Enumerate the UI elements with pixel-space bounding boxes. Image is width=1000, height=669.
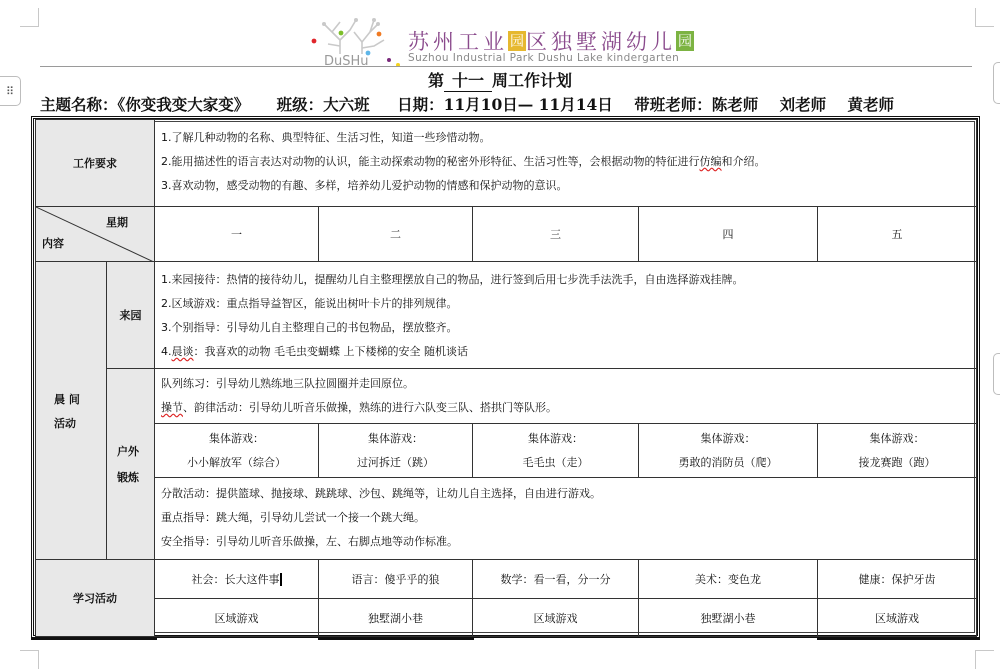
lesson-wed: 数学：看一看，分一分 [472, 559, 639, 599]
lesson-mon[interactable]: 社会：长大这件事 [154, 559, 319, 599]
table-border-segment [318, 637, 474, 640]
table-border-segment [31, 637, 157, 640]
page-corner-mark [20, 650, 39, 669]
date-range: 日期：11月10日— 11月14日 [397, 95, 613, 114]
requirement-item: 3.喜欢动物，感受动物的有趣、多样，培养幼儿爱护动物的情感和保护动物的意识。 [161, 179, 568, 192]
drill-list [154, 368, 977, 424]
free-play-item: 安全指导：引导幼儿听音乐做操，左、右脚点地等动作标准。 [161, 535, 458, 548]
day-header-fri: 五 [817, 206, 977, 262]
theme-name: 主题名称：《你变我变大家变》 [40, 95, 250, 114]
morning-activity-label: 晨 间 活动 [35, 261, 107, 560]
rhythm-item: 操节、韵律活动：引导幼儿听音乐做操，熟练的进行六队变三队、搭拱门等队形。 [161, 401, 557, 414]
table-border-segment [817, 637, 980, 640]
free-play-item: 分散活动：提供篮球、抛接球、跳跳球、沙包、跳绳等，让幼儿自主选择，自由进行游戏。 [161, 487, 601, 500]
lesson-fri: 健康：保护牙齿 [817, 559, 977, 599]
arrival-item: 3.个别指导：引导幼儿自主整理自己的书包物品，摆放整齐。 [161, 321, 458, 334]
arrival-list [154, 261, 977, 369]
page-corner-mark [20, 8, 39, 27]
area-activity-wed: 区域游戏 [472, 598, 639, 637]
lesson-thu: 美术：变色龙 [638, 559, 818, 599]
free-play-list [154, 477, 977, 560]
page-title: 第 十一 周工作计划 [0, 68, 1000, 92]
teacher-2: 刘老师 [779, 95, 827, 114]
requirements-list [154, 119, 977, 207]
tree-logo-icon [310, 10, 400, 66]
week-number: 十一 [444, 68, 492, 92]
teacher-1: 带班老师：陈老师 [634, 95, 759, 114]
lesson-tue: 语言：傻乎乎的狼 [318, 559, 473, 599]
group-game-wed: 集体游戏： 毛毛虫（走） [472, 423, 639, 478]
school-name-en: Suzhou Industrial Park Dushu Lake kindergarten [408, 52, 680, 64]
requirements-label: 工作要求 [35, 119, 155, 207]
requirement-item: 2.能用描述性的语言表达对动物的认识，能主动探索动物的秘密外形特征、生活习性等，会根据动物的特征进行仿编和介绍。 [161, 155, 766, 168]
requirement-item: 1.了解几种动物的名称、典型特征、生活习性，知道一些珍惜动物。 [161, 131, 491, 144]
drag-dots-icon: ⠿ [5, 84, 15, 98]
arrival-item: 1.来园接待：热情的接待幼儿，提醒幼儿自主整理摆放自己的物品，进行签到后用七步洗手法洗手，自由选择游戏挂牌。 [161, 273, 744, 286]
learning-activity-label: 学习活动 [35, 559, 155, 637]
arrival-item: 4.晨谈：我喜欢的动物 毛毛虫变蝴蝶 上下楼梯的安全 随机谈话 [161, 345, 468, 358]
day-header-mon: 一 [154, 206, 319, 262]
teacher-3: 黄老师 [847, 95, 895, 114]
free-play-item: 重点指导：跳大绳，引导幼儿尝试一个接一个跳大绳。 [161, 511, 425, 524]
side-panel-handle[interactable] [993, 353, 1000, 395]
area-activity-thu: 独墅湖小巷 [638, 598, 818, 637]
area-activity-tue: 独墅湖小巷 [318, 598, 473, 637]
group-game-mon: 集体游戏： 小小解放军（综合） [154, 423, 319, 478]
day-header-thu: 四 [638, 206, 818, 262]
page-corner-mark [975, 8, 994, 27]
header-divider [40, 66, 972, 67]
group-game-tue: 集体游戏： 过河拆迁（跳） [318, 423, 473, 478]
plan-meta [40, 93, 916, 115]
arrival-item: 2.区域游戏：重点指导益智区，能说出树叶卡片的排列规律。 [161, 297, 458, 310]
school-logo [310, 10, 710, 66]
day-header-wed: 三 [472, 206, 639, 262]
day-header-tue: 二 [318, 206, 473, 262]
arrival-label: 来园 [106, 261, 155, 369]
group-game-thu: 集体游戏： 勇敢的消防员（爬） [638, 423, 818, 478]
outdoor-exercise-label: 户外 锻炼 [106, 368, 155, 560]
group-game-fri: 集体游戏： 接龙赛跑（跑） [817, 423, 977, 478]
page-corner-mark [975, 650, 994, 669]
text-cursor [280, 573, 282, 586]
diagonal-header-cell: 星期 内容 [35, 206, 155, 262]
class-name: 班级：大六班 [276, 95, 370, 114]
drill-item: 队列练习：引导幼儿熟练地三队拉圆圈并走回原位。 [161, 377, 414, 390]
school-name-cn: 苏州工业 园区独墅湖幼儿 园 [408, 30, 692, 54]
svg-text:DuSHu: DuSHu [324, 54, 369, 66]
area-activity-fri: 区域游戏 [817, 598, 977, 637]
area-activity-mon: 区域游戏 [154, 598, 319, 637]
